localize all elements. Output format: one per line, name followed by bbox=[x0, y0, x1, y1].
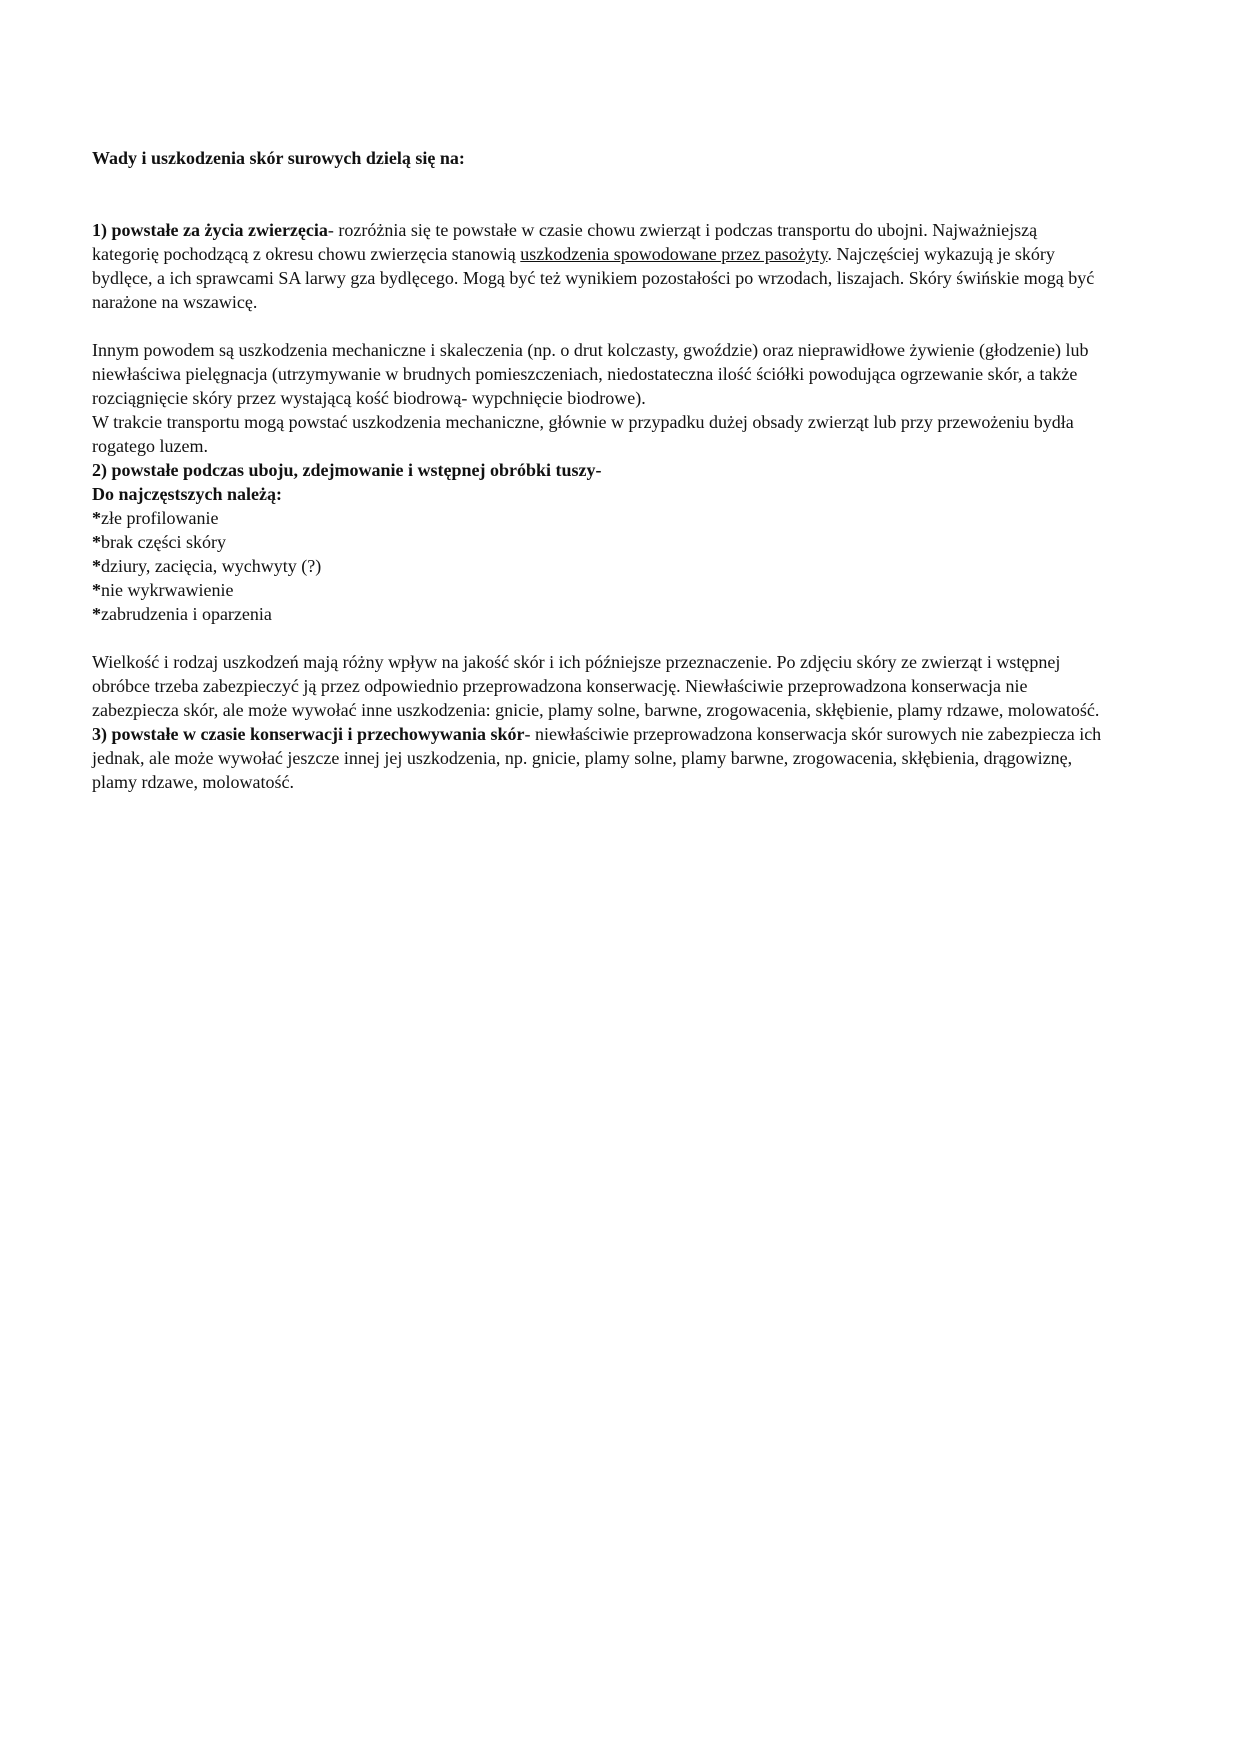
section1-text-b: . Najczęściej wykazują je skóry bydlęce, a ich sprawcami SA larwy gza bydlęcego. Mogą być też wynikiem pozostałości po wrzodach, liszajach. Skóry świńskie mogą być narażone na wszawicę. bbox=[92, 244, 1095, 312]
section2-list bbox=[92, 506, 1102, 626]
bullet-marker: * bbox=[92, 556, 101, 576]
section2-paragraph: Wielkość i rodzaj uszkodzeń mają różny wpływ na jakość skór i ich późniejsze przeznaczenie. Po zdjęciu skóry ze zwierząt i wstępnej obróbce trzeba zabezpieczyć ją przez odpowiednio przeprowadzona konserwację. Niewłaściwie przeprowadzona konserwacja nie zabezpiecza skór, ale może wywołać inne uszkodzenia: gnicie, plamy solne, barwne, zrogowacenia, skłębienie, plamy rdzawe, molowatość. bbox=[92, 652, 1100, 720]
bullet-marker: * bbox=[92, 580, 101, 600]
list-item bbox=[92, 578, 1102, 602]
section1-underlined-text: uszkodzenia spowodowane przez pasożyty bbox=[520, 244, 828, 264]
section1-text-a: - rozróżnia się te powstałe w czasie chowu zwierząt i podczas transportu do ubojni. Najważniejszą kategorię pochodzącą z okresu chowu zwierzęcia stanowią bbox=[92, 220, 1038, 264]
spacer bbox=[92, 626, 1102, 650]
list-item bbox=[92, 530, 1102, 554]
section3-text: - niewłaściwie przeprowadzona konserwacja skór surowych nie zabezpiecza ich jednak, ale może wywołać jeszcze innej jej uszkodzenia, np. gnicie, plamy solne, plamy barwne, zrogowacenia, skłębienia, drągowiznę, plamy rdzawe, molowatość. bbox=[92, 724, 1102, 792]
list-item-text: nie wykrwawienie bbox=[101, 580, 234, 600]
document-body bbox=[92, 146, 1102, 794]
spacer bbox=[92, 170, 1102, 218]
section1-paragraph-2: Innym powodem są uszkodzenia mechaniczne i skaleczenia (np. o drut kolczasty, gwoździe) oraz nieprawidłowe żywienie (głodzenie) lub niewłaściwa pielęgnacja (utrzymywanie w brudnych pomieszczeniach, niedostateczna ilość ściółki powodująca ogrzewanie skór, a także rozciągnięcie skóry przez wystającą kość biodrową- wypchnięcie biodrowe). bbox=[92, 340, 1089, 408]
list-item bbox=[92, 554, 1102, 578]
list-item bbox=[92, 506, 1102, 530]
section1-label: 1) powstałe za życia zwierzęcia bbox=[92, 220, 328, 240]
section1-paragraph-3: W trakcie transportu mogą powstać uszkodzenia mechaniczne, głównie w przypadku dużej obsady zwierząt lub przy przewożeniu bydła rogatego luzem. bbox=[92, 412, 1074, 456]
bullet-marker: * bbox=[92, 532, 101, 552]
section1-paragraph bbox=[92, 218, 1102, 314]
section2-sublabel: Do najczęstszych należą: bbox=[92, 484, 282, 504]
section2-label: 2) powstałe podczas uboju, zdejmowanie i wstępnej obróbki tuszy- bbox=[92, 460, 602, 480]
section3-label: 3) powstałe w czasie konserwacji i przechowywania skór bbox=[92, 724, 525, 744]
list-item-text: zabrudzenia i oparzenia bbox=[101, 604, 272, 624]
bullet-marker: * bbox=[92, 508, 101, 528]
bullet-marker: * bbox=[92, 604, 101, 624]
document-title: Wady i uszkodzenia skór surowych dzielą się na: bbox=[92, 148, 465, 168]
list-item-text: dziury, zacięcia, wychwyty (?) bbox=[101, 556, 322, 576]
list-item-text: złe profilowanie bbox=[101, 508, 219, 528]
list-item-text: brak części skóry bbox=[101, 532, 226, 552]
spacer bbox=[92, 314, 1102, 338]
section3-paragraph bbox=[92, 722, 1102, 794]
list-item bbox=[92, 602, 1102, 626]
